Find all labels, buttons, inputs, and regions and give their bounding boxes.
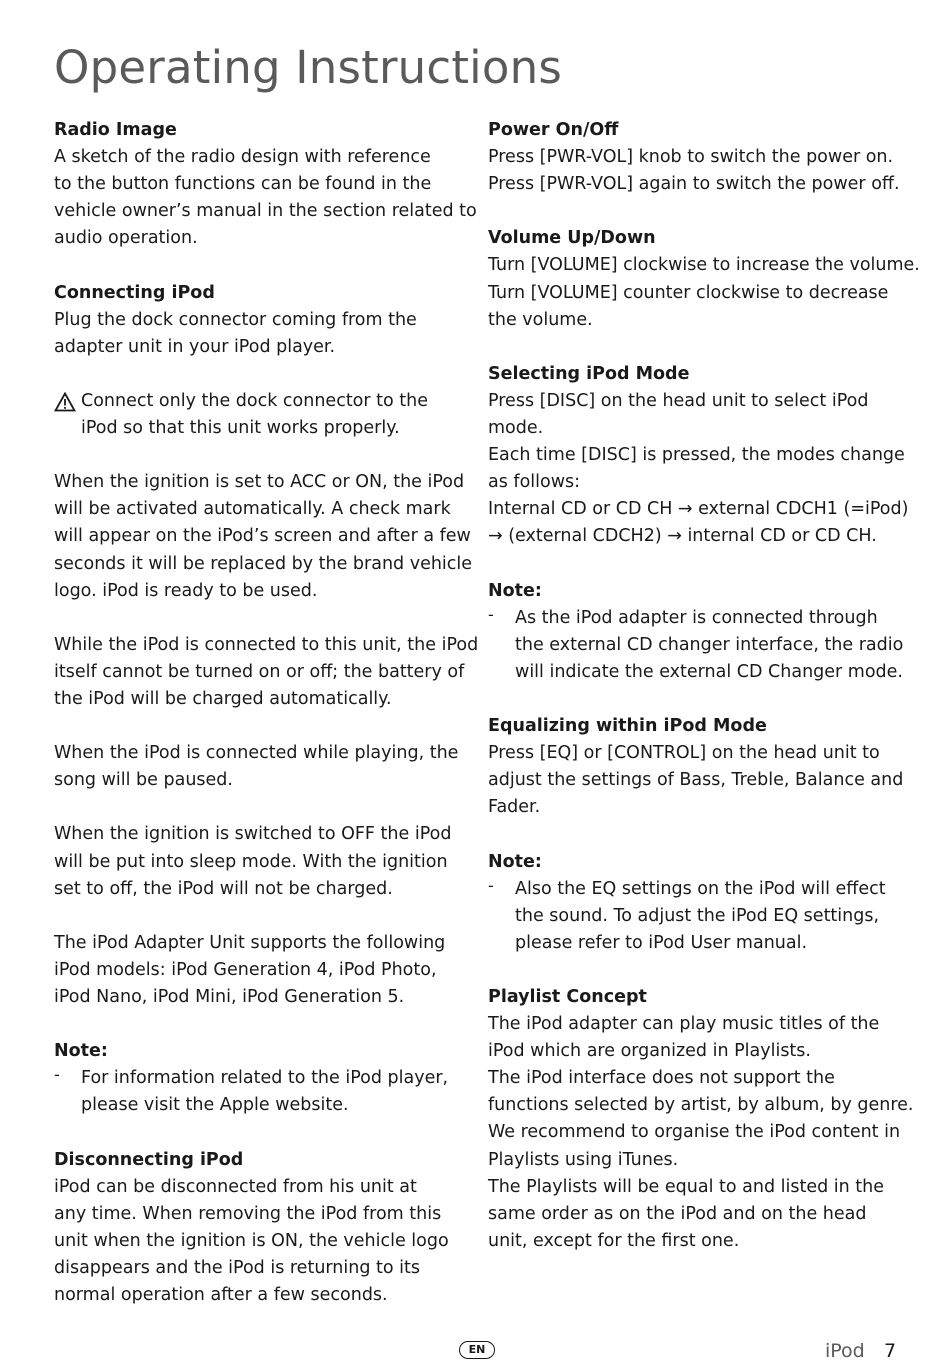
paragraph-line: unit when the ignition is ON, the vehicle logo: [54, 1230, 449, 1251]
note-dash: -: [54, 1065, 60, 1085]
paragraph-line: Plug the dock connector coming from the: [54, 309, 417, 330]
paragraph-line: Turn [VOLUME] clockwise to increase the volume.: [488, 255, 920, 276]
paragraph-line: disappears and the iPod is returning to its: [54, 1257, 420, 1278]
section-heading: Playlist Concept: [488, 987, 647, 1007]
paragraph-line: iPod Nano, iPod Mini, iPod Generation 5.: [54, 987, 405, 1007]
paragraph-line: Press [PWR-VOL] knob to switch the power on.: [488, 147, 894, 168]
paragraph-line: set to off, the iPod will not be charged.: [54, 878, 393, 899]
paragraph-line: While the iPod is connected to this unit, the iPod: [54, 634, 479, 655]
warning-triangle-icon: [54, 392, 76, 412]
paragraph-line: seconds it will be replaced by the brand vehicle: [54, 553, 473, 574]
section-heading: Volume Up/Down: [488, 228, 656, 249]
warning-block: [54, 388, 466, 442]
note-item: [488, 876, 900, 957]
right-column: [488, 117, 920, 1255]
page-title: Operating Instructions: [54, 41, 562, 94]
paragraph-line: vehicle owner’s manual in the section related to: [54, 201, 477, 222]
paragraph-line: the volume.: [488, 309, 593, 330]
section-heading: Disconnecting iPod: [54, 1149, 244, 1170]
section-heading: Selecting iPod Mode: [488, 363, 690, 384]
paragraph-line: audio operation.: [54, 228, 198, 249]
note-heading: Note:: [488, 851, 542, 872]
paragraph-line: Playlists using iTunes.: [488, 1149, 679, 1170]
note-line: will indicate the external CD Changer mode.: [515, 661, 903, 682]
note-line: the sound. To adjust the iPod EQ settings,: [515, 905, 880, 926]
note-line: the external CD changer interface, the radio: [515, 634, 904, 655]
note-line: Also the EQ settings on the iPod will effect: [515, 878, 886, 899]
note-line: please refer to iPod User manual.: [515, 932, 808, 953]
power-section: [488, 117, 900, 198]
note-item: [488, 604, 904, 686]
section-heading: Equalizing within iPod Mode: [488, 716, 767, 737]
paragraph-line: iPod models: iPod Generation 4, iPod Photo,: [54, 959, 437, 980]
note-heading: Note:: [54, 1041, 108, 1062]
note-heading: Note:: [488, 580, 542, 601]
note-line: please visit the Apple website.: [81, 1095, 349, 1116]
paragraph-line: The iPod interface does not support the: [488, 1068, 835, 1089]
paragraph-line: iPod which are organized in Playlists.: [488, 1041, 811, 1062]
paragraph-line: Each time [DISC] is pressed, the modes change: [488, 445, 905, 466]
paragraph-line: A sketch of the radio design with reference: [54, 147, 431, 168]
paragraph-line: We recommend to organise the iPod content in: [488, 1122, 901, 1143]
paragraph-line: the iPod will be charged automatically.: [54, 688, 392, 709]
disconnecting-section: [54, 1147, 466, 1310]
section-heading: Power On/Off: [488, 120, 619, 140]
paragraph-line: → (external CDCH2) → internal CD or CD CH.: [488, 526, 877, 547]
paragraph-line: When the ignition is set to ACC or ON, the iPod: [54, 472, 465, 493]
paragraph-line: The iPod Adapter Unit supports the following: [54, 932, 446, 953]
paragraph-line: unit, except for the first one.: [488, 1230, 740, 1251]
warning-line: Connect only the dock connector to the: [81, 390, 428, 411]
note-line: For information related to the iPod player,: [81, 1068, 449, 1089]
paragraph-line: any time. When removing the iPod from this: [54, 1203, 442, 1224]
paragraph-line: adapter unit in your iPod player.: [54, 336, 336, 357]
paragraph-line: Press [PWR-VOL] again to switch the power off.: [488, 174, 900, 195]
paragraph-line: to the button functions can be found in the: [54, 174, 432, 195]
paragraph-line: song will be paused.: [54, 770, 233, 791]
paragraph-line: mode.: [488, 418, 544, 439]
paragraph-line: Press [EQ] or [CONTROL] on the head unit to: [488, 743, 880, 764]
paragraph-line: When the iPod is connected while playing, the: [54, 743, 459, 764]
paragraph-line: logo. iPod is ready to be used.: [54, 580, 318, 601]
footer-section-name: iPod: [825, 1340, 865, 1362]
note-line: As the iPod adapter is connected through: [515, 607, 878, 628]
paragraph-line: as follows:: [488, 472, 581, 493]
paragraph-line: The Playlists will be equal to and listed in the: [488, 1176, 884, 1197]
paragraph-line: will appear on the iPod’s screen and after a few: [54, 526, 471, 547]
paragraph-line: When the ignition is switched to OFF the iPod: [54, 824, 452, 845]
paragraph-line: functions selected by artist, by album, by genre.: [488, 1095, 914, 1116]
section-heading: Connecting iPod: [54, 282, 215, 303]
paragraph-line: normal operation after a few seconds.: [54, 1285, 388, 1306]
language-badge: EN: [459, 1341, 495, 1359]
paragraph-line: Turn [VOLUME] counter clockwise to decrease: [488, 282, 889, 303]
note-item: [54, 1065, 466, 1119]
left-column: [54, 117, 479, 1309]
paragraph-line: Internal CD or CD CH → external CDCH1 (=iPod): [488, 499, 909, 520]
note-dash: -: [488, 875, 494, 895]
page-number: 7: [884, 1340, 897, 1362]
paragraph-line: Press [DISC] on the head unit to select iPod: [488, 390, 869, 411]
note-dash: -: [488, 604, 494, 624]
eq-section: [488, 713, 904, 957]
section-heading: Radio Image: [54, 120, 177, 140]
volume-section: [488, 225, 920, 333]
paragraph-line: will be put into sleep mode. With the ignition: [54, 851, 448, 872]
playlist-section: [488, 984, 914, 1255]
warning-line: iPod so that this unit works properly.: [81, 418, 400, 439]
connecting-section: [54, 280, 479, 1120]
paragraph-line: will be activated automatically. A check mark: [54, 499, 451, 520]
paragraph-line: iPod can be disconnected from his unit at: [54, 1176, 417, 1197]
paragraph-line: adjust the settings of Bass, Treble, Balance and: [488, 770, 904, 791]
paragraph-line: The iPod adapter can play music titles of the: [488, 1014, 880, 1035]
paragraph-line: same order as on the iPod and on the head: [488, 1203, 867, 1224]
paragraph-line: Fader.: [488, 797, 541, 818]
mode-section: [488, 361, 909, 686]
paragraph-line: itself cannot be turned on or off; the battery of: [54, 661, 465, 682]
radio-image-section: [54, 117, 477, 252]
